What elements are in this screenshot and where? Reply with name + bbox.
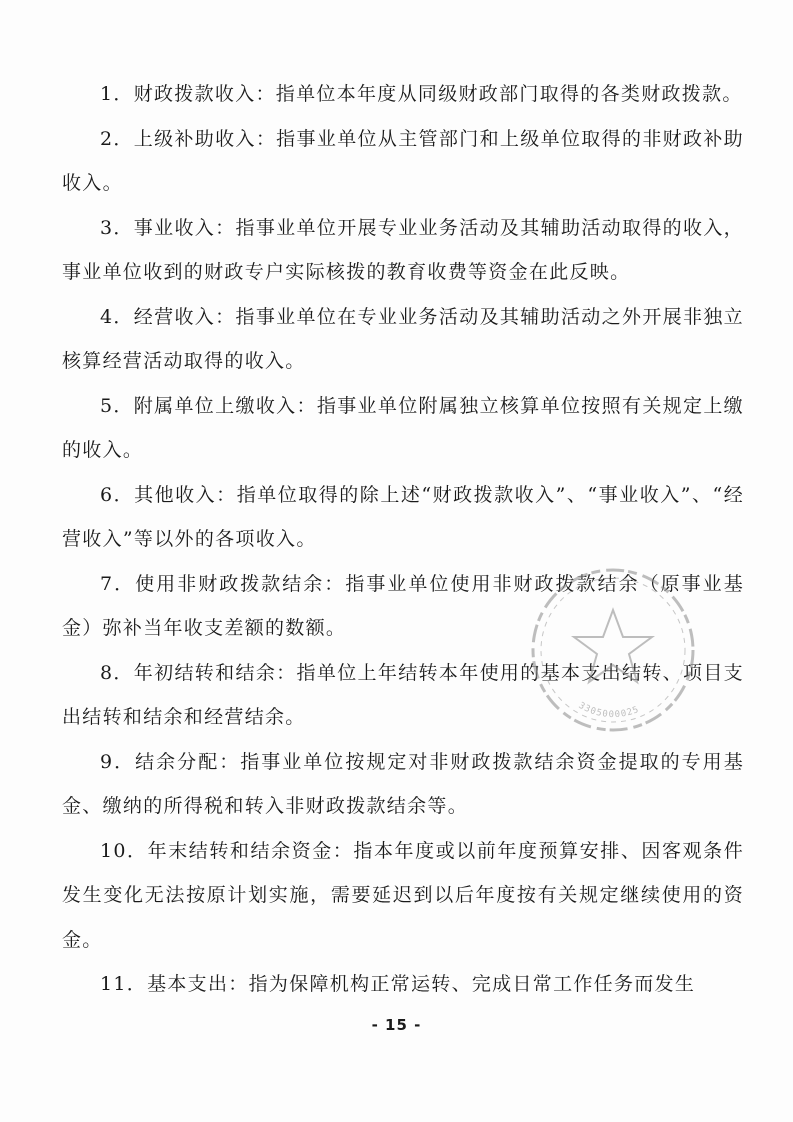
- paragraph-7: 7．使用非财政拨款结余：指事业单位使用非财政拨款结余（原事业基金）弥补当年收支差额的数额。: [62, 572, 744, 639]
- paragraph-8: 8．年初结转和结余：指单位上年结转本年使用的基本支出结转、项目支出结转和结余和经营结余。: [62, 661, 744, 728]
- paragraph-5: 5．附属单位上缴收入：指事业单位附属独立核算单位按照有关规定上缴的收入。: [62, 394, 744, 461]
- paragraph-9: 9．结余分配：指事业单位按规定对非财政拨款结余资金提取的专用基金、缴纳的所得税和转入非财政拨款结余等。: [62, 750, 744, 817]
- paragraph-1: 1．财政拨款收入：指单位本年度从同级财政部门取得的各类财政拨款。: [100, 83, 743, 105]
- paragraph-4: 4．经营收入：指事业单位在专业业务活动及其辅助活动之外开展非独立核算经营活动取得的收入。: [62, 305, 744, 372]
- document-body: [62, 72, 744, 1007]
- seal-serial: 3305000025: [576, 700, 641, 721]
- page-number: - 15 -: [371, 1016, 422, 1034]
- paragraph-2: 2．上级补助收入：指事业单位从主管部门和上级单位取得的非财政补助收入。: [62, 127, 744, 194]
- paragraph-10: 10．年末结转和结余资金：指本年度或以前年度预算安排、因客观条件发生变化无法按原计划实施，需要延迟到以后年度按有关规定继续使用的资金。: [62, 839, 744, 951]
- paragraph-11: 11．基本支出：指为保障机构正常运转、完成日常工作任务而发生: [100, 973, 696, 995]
- paragraph-6: 6．其他收入：指单位取得的除上述“财政拨款收入”、“事业收入”、“经营收入”等以外的各项收入。: [62, 483, 744, 550]
- paragraph-3: 3．事业收入：指事业单位开展专业业务活动及其辅助活动取得的收入，事业单位收到的财政专户实际核拨的教育收费等资金在此反映。: [62, 216, 744, 283]
